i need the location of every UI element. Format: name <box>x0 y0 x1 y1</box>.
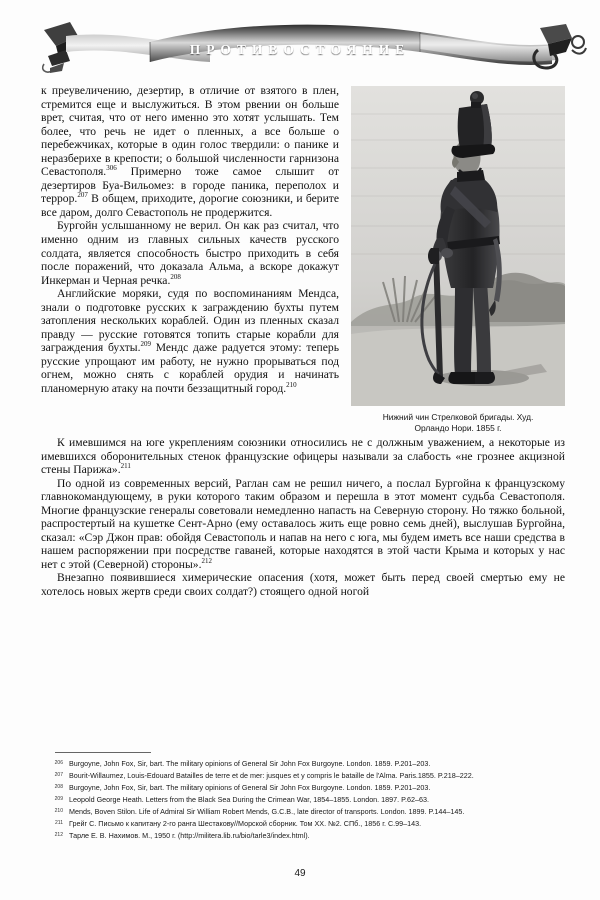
footnote-number: 210 <box>54 808 63 814</box>
footnote-text: Burgoyne, John Fox, Sir, bart. The military opinions of General Sir John Fox Burgoyne. London. 1859. P.201–203. <box>69 783 431 792</box>
paragraph-2-text: Бургойн услышанному не верил. Он как раз считал, что именно одним из главных сильных качеств русского солдата, является способность быстро приходить в себя после поражений, что доказала Альма, а вскоре докажут Инкерман и Черная речка. <box>41 219 339 287</box>
footnote-ref-212: 212 <box>201 557 212 566</box>
page-number: 49 <box>294 868 306 879</box>
banner-title: ПРОТИВОСТОЯНИЕ <box>189 42 411 57</box>
footnote-item <box>41 807 565 816</box>
paragraph-1b-text: Примерно тоже самое слышит от дезертиров Буа-Вильомез: в городе паника, переполох и террор. <box>41 165 339 206</box>
paragraph-3-tail: Мендс даже радуется этому: теперь русские упрощают им работу, не нужно прорываться под огнем, можно снять с кораблей орудия и начинать планомерную атаку на почти беззащитный город. <box>41 341 339 396</box>
footnote-text: Bourit-Willaumez, Louis-Edouard Batailles de terre et de mer: jusques et y compris le bataille de l'Alma. Paris.1855. P.218–222. <box>69 771 474 780</box>
footnote-ref-207: 207 <box>77 191 88 200</box>
footnote-number: 207 <box>54 772 63 778</box>
footnote-text: Тарле Е. В. Нахимов. М., 1950 г. (http://militera.lib.ru/bio/tarle3/index.html). <box>69 831 310 840</box>
article-body <box>41 84 565 599</box>
paragraph-5-text: По одной из современных версий, Раглан сам не решил ничего, а послал Бургойна к французскому главнокомандующему, в руки которого таким образом и перешла в этот момент судьба Севастополя. Многие французские генералы советовали немедленно напасть на Северную сторону. Но тяжко больной, распростертый на кушетке Сент-Арно (ему оставалось жить еще ровно семь дней), выслушав Бургойна, сказал: «Сэр Джон прав: обойдя Севастополь и напав на него с юга, мы будем иметь все наши средства в нашем распоряжении при посредстве гаваней, которые находятся в этой части Крыма и которых у нас нет с этой (Северной) стороны». <box>41 476 565 571</box>
footnote-number: 206 <box>54 760 63 766</box>
banner-ribbon-graphic <box>0 16 600 78</box>
figure-caption <box>351 412 565 434</box>
footnote-ref-208: 208 <box>170 272 181 281</box>
footnote-separator-rule <box>55 752 151 753</box>
footnote-item <box>41 759 565 768</box>
footnote-text: Грейг С. Письмо к капитану 2-го ранга Шестакову//Морской сборник. Том XX. №2. СПб., 1856 г. C.99–143. <box>69 819 422 828</box>
illustration-wrap-section <box>41 84 565 436</box>
figure-image <box>351 86 565 406</box>
footnote-item <box>41 771 565 780</box>
footnote-number: 211 <box>55 820 63 826</box>
figure-caption-line-1: Нижний чин Стрелковой бригады. Худ. <box>382 412 534 422</box>
banner-right-segment <box>420 34 556 61</box>
footnote-ref-211: 211 <box>120 462 131 471</box>
footnote-item <box>41 795 565 804</box>
paragraph-6-text: Внезапно появившиеся химерические опасения (хотя, может быть перед своей смертью ему не хотелось новых жертв среди своих солдат?) стоящего одной ногой <box>41 571 565 599</box>
figure-soldier-illustration <box>351 86 565 434</box>
paragraph-3-text: Английские моряки, судя по воспоминаниям Мендса, знали о подготовке русских к заграждению бухты путем затопления нескольких кораблей. Один из пленных сказал правду — русские готовятся топить старые корабли для заграждения бухты. <box>41 287 339 355</box>
paragraph-4 <box>41 436 565 477</box>
footnote-number: 209 <box>54 796 63 802</box>
paragraph-4-text: К имевшимся на юге укреплениям союзники относились не с должным уважением, а некоторые из имевшихся оборонительных стенок французские офицеры называли за слабость «не грознее акцизной стены Парижа». <box>41 436 565 477</box>
footnote-ref-209: 209 <box>140 340 151 349</box>
footnote-text: Leopold George Heath. Letters from the Black Sea During the Crimean War, 1854–1855. London. 1897. P.62–63. <box>69 795 430 804</box>
header-banner <box>0 16 600 78</box>
paragraph-1b-tail: В общем, приходите, дорогие союзники, и берите все даром, долго Севастополь не продержится. <box>41 192 339 219</box>
footnotes-block <box>41 752 565 843</box>
footnote-ref-306: 306 <box>106 164 117 173</box>
footnote-item <box>41 819 565 828</box>
footnote-ref-210: 210 <box>286 381 297 390</box>
paragraph-5 <box>41 477 565 572</box>
footnote-number: 208 <box>54 784 63 790</box>
paragraph-1-text: к преувеличению, дезертир, в отличие от взятого в плен, стремится еще и выслужиться. В этом рвении он больше врет, считая, что от него именно это хотят услышать. Тем более, что речь не идет о пленных, а все больше о перебежчиках, которые в один голос твердили: о панике и неразберихе в крепости; о большой численности гарнизона Севастополя. <box>41 84 339 179</box>
footnote-item <box>41 831 565 840</box>
paragraph-6 <box>41 571 565 598</box>
soldier-illustration-graphic <box>351 86 565 406</box>
figure-caption-line-2: Орландо Нори. 1855 г. <box>414 423 502 433</box>
footnote-item <box>41 783 565 792</box>
footnote-number: 212 <box>54 832 63 838</box>
footnote-text: Burgoyne, John Fox, Sir, bart. The military opinions of General Sir John Fox Burgoyne. London. 1859. P.201–203. <box>69 759 431 768</box>
footnote-text: Mends, Boven Stilon. Life of Admiral Sir William Robert Mends, G.C.B., late director of transports. London. 1899. P.144–145. <box>69 807 465 816</box>
